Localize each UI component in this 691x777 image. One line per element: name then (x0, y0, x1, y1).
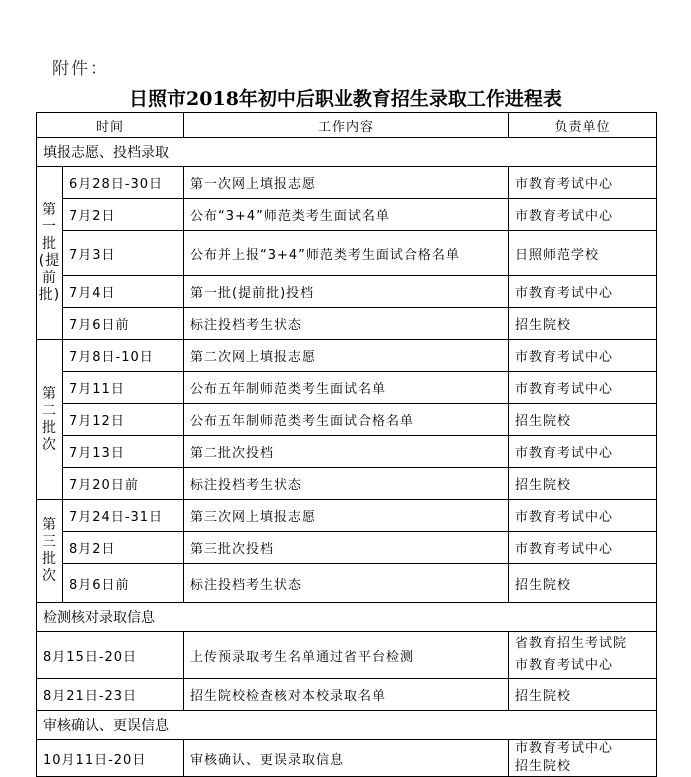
table-row (37, 532, 657, 564)
table-row (37, 308, 657, 340)
attachment-label: 附件： (52, 59, 109, 79)
row-content: 公布并上报“3+4”师范类考生面试合格名单 (184, 231, 509, 276)
table-row (37, 372, 657, 404)
table-row (37, 404, 657, 436)
table-row (37, 679, 657, 711)
batch-third-label: 第 三 批 次 (37, 500, 63, 603)
table-row (37, 199, 657, 231)
row-time: 7月13日 (63, 436, 184, 468)
table-row (37, 167, 657, 199)
row-unit: 招生院校 (509, 679, 657, 711)
row-content: 公布五年制师范类考生面试合格名单 (184, 404, 509, 436)
row-unit: 招生院校 (509, 308, 657, 340)
row-unit: 市教育考试中心 (509, 500, 657, 532)
row-unit: 市教育考试中心 (509, 372, 657, 404)
row-content: 标注投档考生状态 (184, 308, 509, 340)
row-content: 招生院校检查核对本校录取名单 (184, 679, 509, 711)
row-time: 7月24日-31日 (63, 500, 184, 532)
table-row (37, 740, 657, 777)
row-time: 8月6日前 (63, 564, 184, 603)
row-content: 第三次网上填报志愿 (184, 500, 509, 532)
row-time: 8月15日-20日 (37, 632, 184, 679)
row-unit-line: 省教育招生考试院 (515, 636, 628, 651)
row-time: 7月20日前 (63, 468, 184, 500)
section-row (37, 603, 657, 632)
section-review-title: 审核确认、更误信息 (37, 711, 657, 740)
table-row (37, 564, 657, 603)
table-row (37, 340, 657, 372)
table-row (37, 436, 657, 468)
table-row (37, 468, 657, 500)
row-time: 8月21日-23日 (37, 679, 184, 711)
row-time: 7月11日 (63, 372, 184, 404)
batch-second-label: 第 二 批 次 (37, 340, 63, 500)
table-row (37, 632, 657, 679)
page-title: 日照市2018年初中后职业教育招生录取工作进程表 (129, 88, 562, 110)
row-unit: 招生院校 (509, 468, 657, 500)
row-time: 8月2日 (63, 532, 184, 564)
row-unit: 市教育考试中心 (509, 167, 657, 199)
header-time: 时间 (37, 113, 184, 138)
row-unit: 市教育考试中心 (509, 199, 657, 231)
row-content: 第二次网上填报志愿 (184, 340, 509, 372)
row-content: 第二批次投档 (184, 436, 509, 468)
row-unit-line: 市教育考试中心 (515, 658, 614, 673)
row-content: 标注投档考生状态 (184, 468, 509, 500)
row-time: 7月6日前 (63, 308, 184, 340)
row-time: 6月28日-30日 (63, 167, 184, 199)
row-content: 标注投档考生状态 (184, 564, 509, 603)
row-unit-line: 市教育考试中心 (515, 741, 614, 756)
row-time: 7月4日 (63, 276, 184, 308)
row-content: 公布“3+4”师范类考生面试名单 (184, 199, 509, 231)
row-unit: 市教育考试中心 (509, 276, 657, 308)
row-time: 7月2日 (63, 199, 184, 231)
table-row (37, 276, 657, 308)
row-unit: 市教育考试中心 (509, 436, 657, 468)
row-content: 第一批(提前批)投档 (184, 276, 509, 308)
row-unit: 招生院校 (509, 404, 657, 436)
header-row (37, 113, 657, 138)
row-content: 第一次网上填报志愿 (184, 167, 509, 199)
row-unit: 市教育考试中心 (509, 340, 657, 372)
batch-first-label: 第 一 批 (提 前 批) (37, 167, 63, 340)
row-unit (509, 632, 657, 679)
section-check-title: 检测核对录取信息 (37, 603, 657, 632)
row-time: 7月3日 (63, 231, 184, 276)
row-content: 第三批次投档 (184, 532, 509, 564)
row-unit-line: 招生院校 (515, 759, 572, 774)
row-content: 审核确认、更误录取信息 (184, 740, 509, 777)
row-time: 10月11日-20日 (37, 740, 184, 777)
row-content: 公布五年制师范类考生面试名单 (184, 372, 509, 404)
table-row (37, 231, 657, 276)
row-unit: 市教育考试中心 (509, 532, 657, 564)
row-unit: 日照师范学校 (509, 231, 657, 276)
table-row (37, 500, 657, 532)
row-time: 7月12日 (63, 404, 184, 436)
section-fill-title: 填报志愿、投档录取 (37, 138, 657, 167)
schedule-table (36, 112, 657, 777)
row-unit (509, 740, 657, 777)
header-unit: 负责单位 (509, 113, 657, 138)
header-content: 工作内容 (184, 113, 509, 138)
row-time: 7月8日-10日 (63, 340, 184, 372)
section-row (37, 711, 657, 740)
section-row (37, 138, 657, 167)
row-content: 上传预录取考生名单通过省平台检测 (184, 632, 509, 679)
row-unit: 招生院校 (509, 564, 657, 603)
